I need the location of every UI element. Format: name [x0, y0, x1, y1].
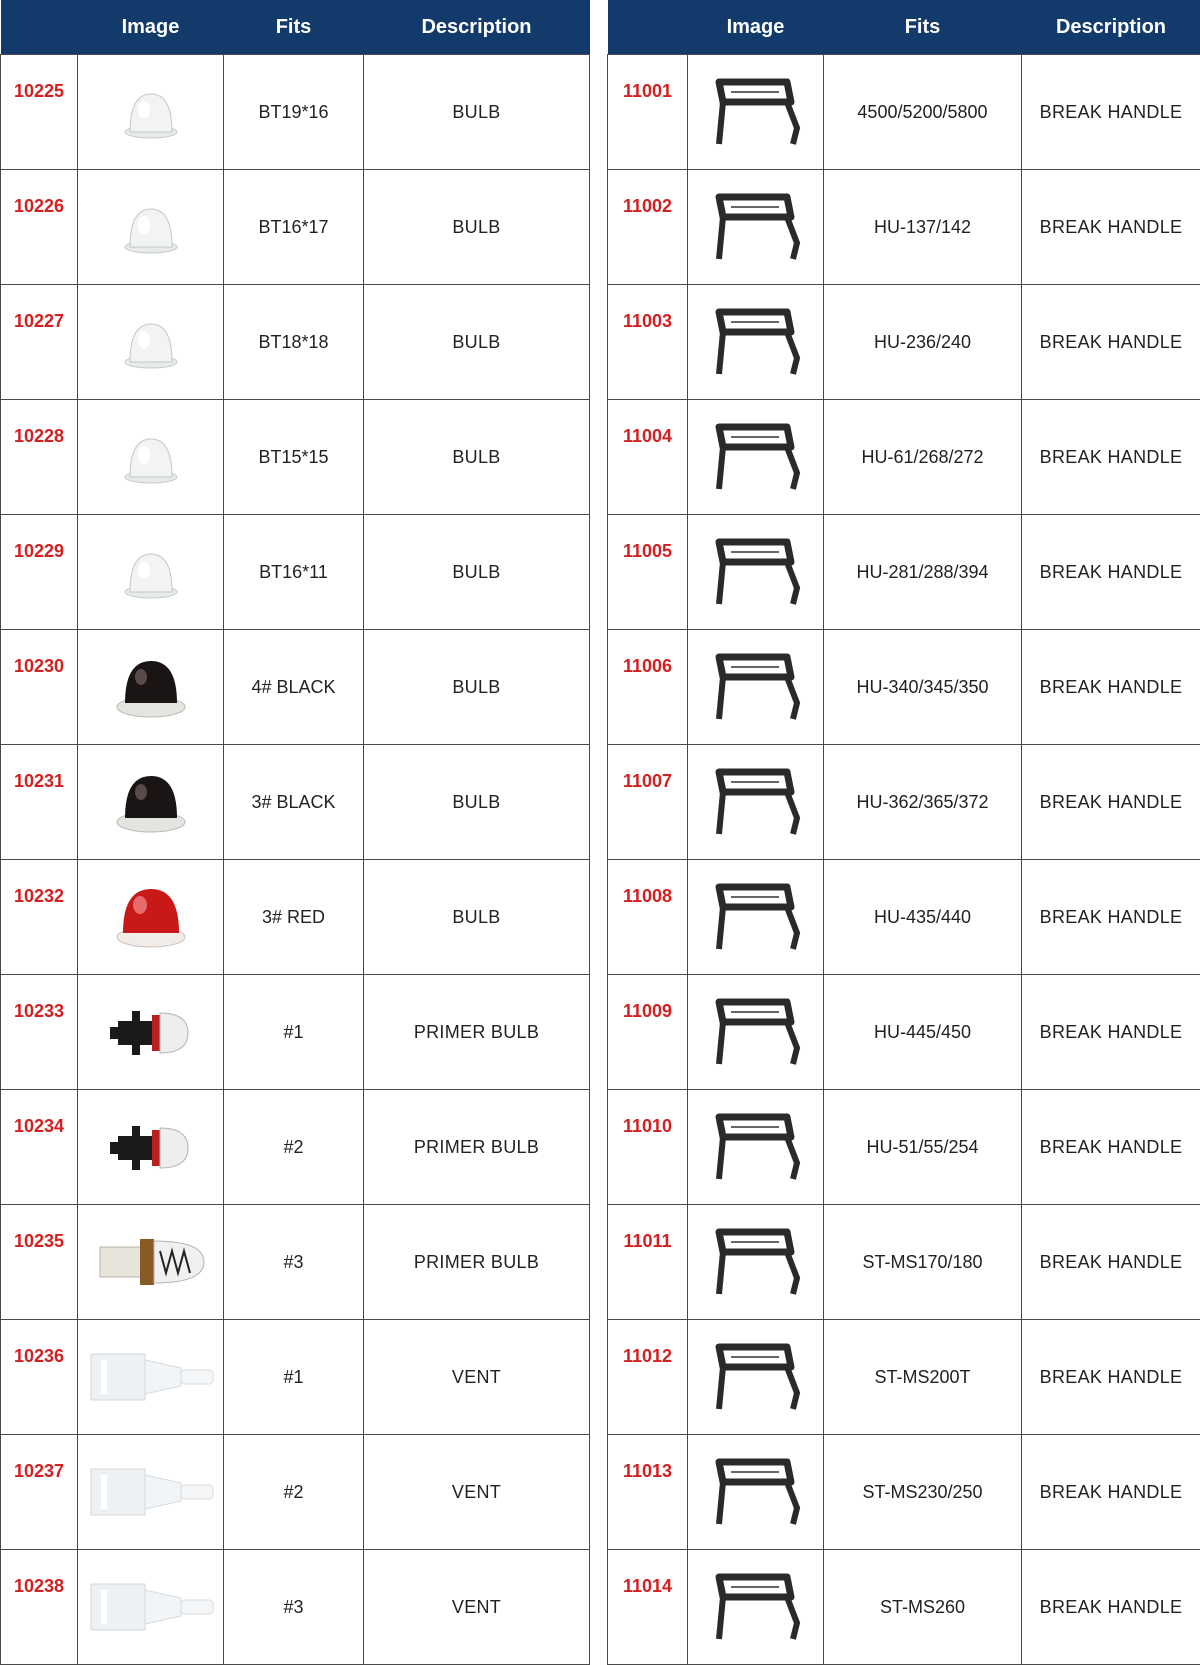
- part-image-cell: [688, 55, 824, 170]
- part-code: 11002: [608, 170, 688, 285]
- brake-handle-icon: [688, 647, 823, 727]
- part-image-cell: [688, 1550, 824, 1665]
- part-code: 10234: [1, 1090, 78, 1205]
- left-table-row: [1, 1550, 590, 1665]
- primer-bulb-spring-icon: [78, 1227, 223, 1297]
- left-table-row: [1, 860, 590, 975]
- part-code: 10232: [1, 860, 78, 975]
- part-code: 10235: [1, 1205, 78, 1320]
- part-code: 11011: [608, 1205, 688, 1320]
- part-image-cell: [688, 515, 824, 630]
- brake-handle-icon: [688, 877, 823, 957]
- part-fits: ST-MS230/250: [824, 1435, 1022, 1550]
- part-fits: #2: [224, 1435, 364, 1550]
- part-image-cell: [688, 285, 824, 400]
- part-description: PRIMER BULB: [364, 1205, 590, 1320]
- part-fits: #1: [224, 1320, 364, 1435]
- part-description: BULB: [364, 285, 590, 400]
- right-table-row: [608, 1320, 1200, 1435]
- left-table-row: [1, 1090, 590, 1205]
- part-description: BREAK HANDLE: [1022, 1550, 1200, 1665]
- part-code: 10228: [1, 400, 78, 515]
- part-image-cell: [688, 745, 824, 860]
- clear-bulb-icon: [78, 80, 223, 144]
- part-description: VENT: [364, 1435, 590, 1550]
- vent-icon: [78, 1342, 223, 1412]
- right-table-row: [608, 975, 1200, 1090]
- part-description: PRIMER BULB: [364, 975, 590, 1090]
- part-code: 11014: [608, 1550, 688, 1665]
- part-image-cell: [688, 170, 824, 285]
- part-fits: ST-MS170/180: [824, 1205, 1022, 1320]
- part-fits: HU-445/450: [824, 975, 1022, 1090]
- brake-handle-icon: [688, 1337, 823, 1417]
- part-description: BREAK HANDLE: [1022, 1205, 1200, 1320]
- part-image-cell: [78, 285, 224, 400]
- part-image-cell: [78, 1550, 224, 1665]
- part-description: BREAK HANDLE: [1022, 745, 1200, 860]
- part-image-cell: [78, 55, 224, 170]
- part-fits: BT19*16: [224, 55, 364, 170]
- right-table-row: [608, 400, 1200, 515]
- right-table-row: [608, 1205, 1200, 1320]
- part-description: BULB: [364, 630, 590, 745]
- right-header-fits: Fits: [824, 0, 1022, 55]
- part-code: 10226: [1, 170, 78, 285]
- part-fits: HU-137/142: [824, 170, 1022, 285]
- part-code: 10225: [1, 55, 78, 170]
- part-code: 11008: [608, 860, 688, 975]
- part-code: 10227: [1, 285, 78, 400]
- vent-icon: [78, 1572, 223, 1642]
- left-header-image: Image: [78, 0, 224, 55]
- part-code: 11006: [608, 630, 688, 745]
- part-code: 11005: [608, 515, 688, 630]
- black-bulb-icon: [78, 766, 223, 838]
- part-image-cell: [78, 1205, 224, 1320]
- part-fits: 3# BLACK: [224, 745, 364, 860]
- part-code: 11009: [608, 975, 688, 1090]
- part-fits: 3# RED: [224, 860, 364, 975]
- part-image-cell: [688, 400, 824, 515]
- part-image-cell: [78, 1435, 224, 1550]
- part-description: BULB: [364, 170, 590, 285]
- part-description: BREAK HANDLE: [1022, 975, 1200, 1090]
- left-parts-table: [0, 0, 590, 1665]
- part-image-cell: [78, 860, 224, 975]
- brake-handle-icon: [688, 1222, 823, 1302]
- part-description: BREAK HANDLE: [1022, 1320, 1200, 1435]
- part-code: 11012: [608, 1320, 688, 1435]
- part-fits: BT18*18: [224, 285, 364, 400]
- part-image-cell: [688, 975, 824, 1090]
- part-description: BREAK HANDLE: [1022, 1435, 1200, 1550]
- primer-bulb-icon: [78, 997, 223, 1067]
- part-code: 10231: [1, 745, 78, 860]
- right-header-code: [608, 0, 688, 55]
- left-table-row: [1, 745, 590, 860]
- right-table-row: [608, 1550, 1200, 1665]
- right-header-row: [608, 0, 1200, 55]
- part-fits: BT15*15: [224, 400, 364, 515]
- part-code: 10229: [1, 515, 78, 630]
- part-description: BREAK HANDLE: [1022, 285, 1200, 400]
- part-image-cell: [688, 630, 824, 745]
- right-table-row: [608, 860, 1200, 975]
- right-table-row: [608, 745, 1200, 860]
- left-table-row: [1, 975, 590, 1090]
- part-image-cell: [688, 860, 824, 975]
- brake-handle-icon: [688, 532, 823, 612]
- part-description: BULB: [364, 745, 590, 860]
- part-code: 11003: [608, 285, 688, 400]
- right-parts-table: [607, 0, 1200, 1665]
- part-fits: #3: [224, 1205, 364, 1320]
- red-bulb-icon: [78, 881, 223, 953]
- right-table-row: [608, 170, 1200, 285]
- part-image-cell: [78, 630, 224, 745]
- left-header-description: Description: [364, 0, 590, 55]
- part-description: VENT: [364, 1550, 590, 1665]
- left-table-row: [1, 630, 590, 745]
- left-header-row: [1, 0, 590, 55]
- primer-bulb-icon: [78, 1112, 223, 1182]
- part-fits: HU-281/288/394: [824, 515, 1022, 630]
- part-fits: HU-61/268/272: [824, 400, 1022, 515]
- part-description: BREAK HANDLE: [1022, 630, 1200, 745]
- left-table-row: [1, 1435, 590, 1550]
- brake-handle-icon: [688, 992, 823, 1072]
- brake-handle-icon: [688, 762, 823, 842]
- brake-handle-icon: [688, 1452, 823, 1532]
- brake-handle-icon: [688, 302, 823, 382]
- left-header-fits: Fits: [224, 0, 364, 55]
- left-header-code: [1, 0, 78, 55]
- part-description: BULB: [364, 515, 590, 630]
- part-code: 11010: [608, 1090, 688, 1205]
- part-code: 10238: [1, 1550, 78, 1665]
- left-table-row: [1, 55, 590, 170]
- brake-handle-icon: [688, 1107, 823, 1187]
- part-code: 11007: [608, 745, 688, 860]
- part-description: BREAK HANDLE: [1022, 515, 1200, 630]
- right-table-row: [608, 285, 1200, 400]
- part-image-cell: [78, 515, 224, 630]
- part-code: 11001: [608, 55, 688, 170]
- part-image-cell: [78, 400, 224, 515]
- brake-handle-icon: [688, 1567, 823, 1647]
- left-table-row: [1, 170, 590, 285]
- part-fits: ST-MS200T: [824, 1320, 1022, 1435]
- part-fits: BT16*17: [224, 170, 364, 285]
- part-image-cell: [688, 1090, 824, 1205]
- clear-bulb-icon: [78, 425, 223, 489]
- part-image-cell: [78, 170, 224, 285]
- part-fits: ST-MS260: [824, 1550, 1022, 1665]
- brake-handle-icon: [688, 187, 823, 267]
- part-description: BREAK HANDLE: [1022, 1090, 1200, 1205]
- part-code: 10230: [1, 630, 78, 745]
- part-description: BULB: [364, 400, 590, 515]
- part-description: BULB: [364, 860, 590, 975]
- part-fits: 4500/5200/5800: [824, 55, 1022, 170]
- part-image-cell: [78, 1320, 224, 1435]
- part-fits: BT16*11: [224, 515, 364, 630]
- right-header-image: Image: [688, 0, 824, 55]
- vent-icon: [78, 1457, 223, 1527]
- right-header-description: Description: [1022, 0, 1200, 55]
- left-table-row: [1, 285, 590, 400]
- part-description: BREAK HANDLE: [1022, 170, 1200, 285]
- right-table-row: [608, 55, 1200, 170]
- part-description: BREAK HANDLE: [1022, 860, 1200, 975]
- part-fits: HU-340/345/350: [824, 630, 1022, 745]
- part-description: PRIMER BULB: [364, 1090, 590, 1205]
- part-image-cell: [78, 745, 224, 860]
- part-image-cell: [688, 1435, 824, 1550]
- part-image-cell: [688, 1205, 824, 1320]
- part-code: 10236: [1, 1320, 78, 1435]
- part-fits: HU-236/240: [824, 285, 1022, 400]
- clear-bulb-icon: [78, 195, 223, 259]
- part-description: VENT: [364, 1320, 590, 1435]
- part-code: 11004: [608, 400, 688, 515]
- part-code: 10233: [1, 975, 78, 1090]
- brake-handle-icon: [688, 72, 823, 152]
- part-fits: #3: [224, 1550, 364, 1665]
- part-fits: HU-51/55/254: [824, 1090, 1022, 1205]
- right-table-row: [608, 1090, 1200, 1205]
- part-image-cell: [688, 1320, 824, 1435]
- part-fits: HU-435/440: [824, 860, 1022, 975]
- part-code: 10237: [1, 1435, 78, 1550]
- left-table-row: [1, 1205, 590, 1320]
- right-table-row: [608, 1435, 1200, 1550]
- part-fits: #2: [224, 1090, 364, 1205]
- part-description: BREAK HANDLE: [1022, 400, 1200, 515]
- clear-bulb-icon: [78, 310, 223, 374]
- part-code: 11013: [608, 1435, 688, 1550]
- clear-bulb-icon: [78, 540, 223, 604]
- part-image-cell: [78, 1090, 224, 1205]
- part-description: BREAK HANDLE: [1022, 55, 1200, 170]
- left-table-row: [1, 400, 590, 515]
- part-fits: HU-362/365/372: [824, 745, 1022, 860]
- right-table-row: [608, 630, 1200, 745]
- part-fits: 4# BLACK: [224, 630, 364, 745]
- left-table-row: [1, 1320, 590, 1435]
- brake-handle-icon: [688, 417, 823, 497]
- black-bulb-icon: [78, 651, 223, 723]
- left-table-row: [1, 515, 590, 630]
- part-description: BULB: [364, 55, 590, 170]
- part-image-cell: [78, 975, 224, 1090]
- right-table-row: [608, 515, 1200, 630]
- part-fits: #1: [224, 975, 364, 1090]
